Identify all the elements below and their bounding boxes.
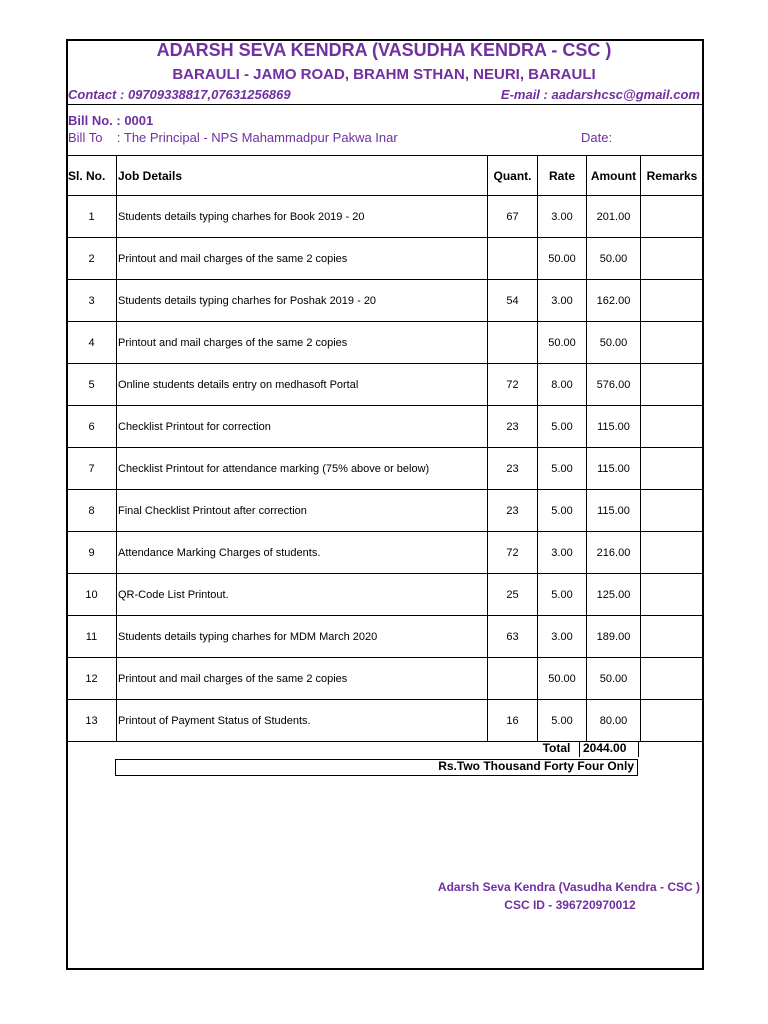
row-quantity: 67	[488, 196, 538, 238]
table-row	[67, 532, 704, 574]
header-quantity: Quant.	[488, 156, 538, 196]
row-amount: 80.00	[587, 700, 641, 742]
row-sl-no: 3	[67, 280, 117, 322]
row-quantity	[488, 322, 538, 364]
row-sl-no: 2	[67, 238, 117, 280]
row-amount: 115.00	[587, 490, 641, 532]
row-sl-no: 1	[67, 196, 117, 238]
row-job-details: Printout of Payment Status of Students.	[117, 700, 488, 742]
row-job-details: Students details typing charhes for Book 2019 - 20	[117, 196, 488, 238]
row-rate: 5.00	[538, 406, 587, 448]
table-row	[67, 658, 704, 700]
row-remarks	[641, 238, 704, 280]
row-rate: 5.00	[538, 574, 587, 616]
bill-date-label: Date:	[581, 130, 613, 145]
row-rate: 3.00	[538, 616, 587, 658]
row-remarks	[641, 574, 704, 616]
row-amount: 216.00	[587, 532, 641, 574]
bill-to: Bill To : The Principal - NPS Mahammadpur Pakwa Inar	[68, 130, 398, 145]
job-details-table	[66, 155, 704, 742]
row-amount: 125.00	[587, 574, 641, 616]
bill-number: Bill No. : 0001	[68, 113, 154, 128]
table-row	[67, 490, 704, 532]
row-remarks	[641, 196, 704, 238]
row-rate: 5.00	[538, 448, 587, 490]
row-amount: 115.00	[587, 406, 641, 448]
row-quantity: 23	[488, 448, 538, 490]
row-amount: 162.00	[587, 280, 641, 322]
row-rate: 3.00	[538, 280, 587, 322]
row-quantity: 54	[488, 280, 538, 322]
signature-csc-id: CSC ID - 396720970012	[504, 898, 636, 912]
row-job-details: Students details typing charhes for Poshak 2019 - 20	[117, 280, 488, 322]
row-sl-no: 9	[67, 532, 117, 574]
row-quantity: 25	[488, 574, 538, 616]
row-job-details: Students details typing charhes for MDM March 2020	[117, 616, 488, 658]
row-remarks	[641, 700, 704, 742]
header-sl-no: Sl. No.	[67, 156, 117, 196]
row-sl-no: 6	[67, 406, 117, 448]
table-row	[67, 406, 704, 448]
amount-in-words: Rs.Two Thousand Forty Four Only	[438, 759, 634, 773]
row-rate: 3.00	[538, 196, 587, 238]
row-rate: 3.00	[538, 532, 587, 574]
table-row	[67, 280, 704, 322]
row-rate: 50.00	[538, 658, 587, 700]
row-remarks	[641, 280, 704, 322]
row-quantity: 72	[488, 532, 538, 574]
row-job-details: Printout and mail charges of the same 2 copies	[117, 658, 488, 700]
table-row	[67, 616, 704, 658]
total-value: 2044.00	[583, 741, 627, 755]
row-rate: 8.00	[538, 364, 587, 406]
row-job-details: Printout and mail charges of the same 2 copies	[117, 322, 488, 364]
row-amount: 50.00	[587, 658, 641, 700]
contact-numbers: Contact : 09709338817,07631256869	[68, 87, 291, 102]
row-amount: 189.00	[587, 616, 641, 658]
row-sl-no: 13	[67, 700, 117, 742]
row-job-details: Checklist Printout for correction	[117, 406, 488, 448]
row-quantity: 72	[488, 364, 538, 406]
row-job-details: Final Checklist Printout after correction	[117, 490, 488, 532]
row-remarks	[641, 532, 704, 574]
row-remarks	[641, 448, 704, 490]
row-job-details: Attendance Marking Charges of students.	[117, 532, 488, 574]
row-sl-no: 12	[67, 658, 117, 700]
row-rate: 5.00	[538, 700, 587, 742]
row-rate: 50.00	[538, 238, 587, 280]
row-amount: 201.00	[587, 196, 641, 238]
row-sl-no: 4	[67, 322, 117, 364]
row-job-details: Online students details entry on medhasoft Portal	[117, 364, 488, 406]
row-sl-no: 10	[67, 574, 117, 616]
business-address: BARAULI - JAMO ROAD, BRAHM STHAN, NEURI, BARAULI	[172, 66, 596, 83]
row-quantity	[488, 238, 538, 280]
row-sl-no: 8	[67, 490, 117, 532]
business-title: ADARSH SEVA KENDRA (VASUDHA KENDRA - CSC )	[156, 40, 612, 60]
table-row	[67, 364, 704, 406]
row-sl-no: 5	[67, 364, 117, 406]
row-remarks	[641, 406, 704, 448]
table-row	[67, 322, 704, 364]
table-row	[67, 448, 704, 490]
row-rate: 50.00	[538, 322, 587, 364]
row-job-details: Printout and mail charges of the same 2 copies	[117, 238, 488, 280]
row-rate: 5.00	[538, 490, 587, 532]
table-row	[67, 574, 704, 616]
row-amount: 115.00	[587, 448, 641, 490]
row-remarks	[641, 322, 704, 364]
header-remarks: Remarks	[641, 156, 704, 196]
total-label: Total	[542, 741, 571, 755]
header-divider	[66, 104, 702, 105]
table-row	[67, 700, 704, 742]
table-row	[67, 196, 704, 238]
row-quantity: 63	[488, 616, 538, 658]
row-amount: 50.00	[587, 238, 641, 280]
row-sl-no: 7	[67, 448, 117, 490]
table-header-row	[67, 156, 704, 196]
row-remarks	[641, 490, 704, 532]
row-remarks	[641, 616, 704, 658]
signature-business: Adarsh Seva Kendra (Vasudha Kendra - CSC )	[437, 880, 700, 894]
row-amount: 576.00	[587, 364, 641, 406]
row-job-details: Checklist Printout for attendance marking (75% above or below)	[117, 448, 488, 490]
contact-email: E-mail : aadarshcsc@gmail.com	[500, 87, 700, 102]
row-amount: 50.00	[587, 322, 641, 364]
row-sl-no: 11	[67, 616, 117, 658]
row-quantity: 16	[488, 700, 538, 742]
row-quantity: 23	[488, 406, 538, 448]
header-rate: Rate	[538, 156, 587, 196]
row-quantity: 23	[488, 490, 538, 532]
row-remarks	[641, 658, 704, 700]
row-remarks	[641, 364, 704, 406]
row-job-details: QR-Code List Printout.	[117, 574, 488, 616]
header-job-details: Job Details	[117, 156, 488, 196]
table-row	[67, 238, 704, 280]
row-quantity	[488, 658, 538, 700]
header-amount: Amount	[587, 156, 641, 196]
